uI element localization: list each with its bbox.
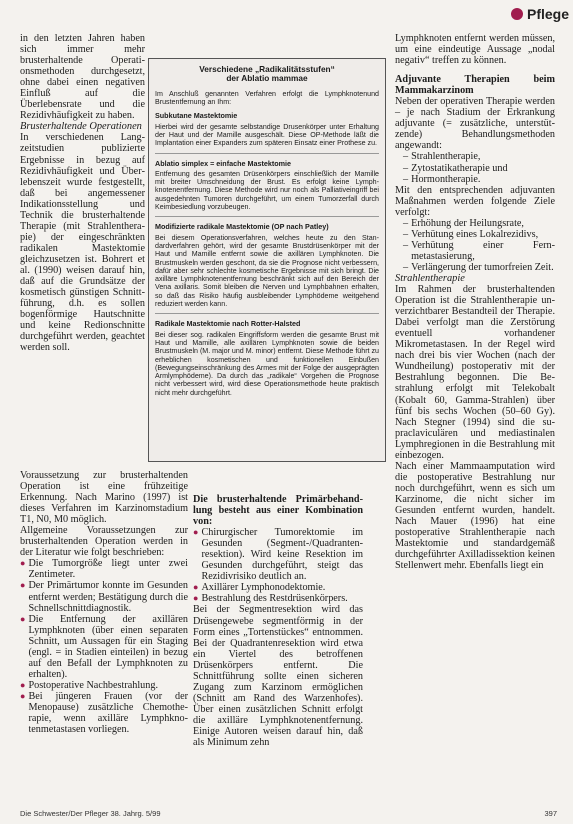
list-item (20, 580, 188, 613)
list-item-text: Chirurgischer Tumorektomie im Gesunden (Segment-/Quadrantenresektion). Wird keine Resektion im Gesunden durchgeführt, steigt das Rezidivrisiko deutlich an. (201, 527, 363, 583)
box-section-text: Entfernung des gesamten Drüsenkörpers einschließlich der Mamille mit breiter Umschneidung der Brust. Es erfolgt keine Lymphknotenentfernung. Diese Methode wird nur noch als Palliativeingriff bei ausgedehnten Tumoren durchgeführt, um einem Tumorzerfall durch Keimbesiedlung vorzubeugen. (155, 169, 379, 212)
bullet-icon: ● (193, 593, 199, 604)
list-item (193, 593, 363, 604)
col3-paragraph-3: Mit den entsprechenden adjuvanten Maßnahmen werden folgende Ziele verfolgt: (395, 184, 555, 218)
list-item-text: Verhütung einer Fernmetastasierung, (411, 239, 555, 262)
list-item-text: Die Entfernung der axillären Lymphknoten (über einen separaten Schnitt, um Aussagen für ein Staging (engl. = in Stadien einteilen) in bezug auf den Befall der Lymphknoten zu erhalten). (28, 613, 188, 680)
section-label: Pflege (526, 6, 569, 22)
col3-paragraph-4: Im Rahmen der brusterhaltenden Operation ist die Strahlentherapie unverzichtbarer Bestandteil der Therapie. Dabei verfolgt man die Zerstörung eventuell vorhandener Mikrometastasen. In der Regel wird nach drei bis vier Wochen (nach der Wundheilung) postoperativ mit der Bestrahlung begonnen. Die Bestrahlung erfolgt mit Telekobalt (Kobalt 60, Gamma-Strahlen) über fünf bis sechs Wochen (50–60 Gy). Nach Stegner (1994) sind die supraclaviculären und mediastinalen Lymphregionen in die Bestrahlung mit einbezogen. (395, 284, 555, 461)
dash-icon: – (403, 217, 409, 229)
list-item-text: Verhütung eines Lokalrezidivs, (411, 228, 539, 240)
column-1-lower (20, 470, 188, 735)
bullet-icon: ● (193, 582, 199, 593)
col3-heading: Adjuvante Therapien beim Mammakarzinom (395, 74, 555, 97)
bullet-icon: ● (20, 613, 26, 624)
list-item-text: Bestrahlung des Restdrüsenkörpers. (201, 593, 348, 605)
box-divider (155, 313, 379, 314)
section-dot-icon (511, 8, 523, 20)
list-item (395, 262, 555, 273)
dash-icon: – (403, 239, 409, 251)
box-section-head: Modifizierte radikale Mastektomie (OP nach Patley) (155, 222, 329, 232)
box-title-line-1: Verschiedene „Radikalitätsstufen“ (199, 64, 335, 74)
list-item-text: Bei jüngeren Frauen (vor der Menopause) zusätzliche Chemotherapie, wenn axilläre Lymphknotenmetastasen vorliegen. (28, 690, 188, 736)
page-number: 397 (544, 809, 557, 818)
box-title (155, 65, 379, 84)
dash-icon: – (403, 261, 409, 273)
box-section-text: Bei dieser sog. radikalen Eingriffsform werden die gesamte Brust mit Haut und Mamille, alle axillären Lymphknoten sowie die beiden Brustmuskeln (M. major und M. minor) entfernt. Diese Methode führt zu erheblichen kosmetischen und funktionellen Einbußen (Bewegungseinschränkung des Armes mit der Folge der ausgeprägten Armlymphödeme). Da durch das „radikale“ Vorgehen die Prognose nicht verbessert wird, wird diese Operationsmethode heute praktisch nicht mehr durchgeführt. (155, 330, 379, 397)
col1-paragraph-2: In verschiedenen Langzeitstudien publizierte Ergebnisse in bezug auf Rezidivhäufigkeit und Überlebenszeit wurde festgestellt, daß bei angemessener Indikationsstellung und Technik die brusterhaltende Therapie (mit Strahlentherapie) der eingeschränkten radikalen Mastektomie gleichzusetzen ist. Bohrert et al. (1990) weisen darauf hin, daß auf die Grundsätze der kosmetisch günstigen Schnittführung, d.h. es sollen bogenförmige Hautschnitte und keine Redionschnitte durchgeführt werden, geachtet werden soll. (20, 132, 145, 354)
footer-journal: Die Schwester/Der Pfleger 38. Jahrg. 5/99 (20, 809, 161, 818)
list-item (20, 558, 188, 580)
column-2 (193, 494, 363, 748)
list-item (193, 582, 363, 593)
list-item (395, 218, 555, 229)
bullet-icon: ● (20, 679, 26, 690)
list-item-text: Strahlentherapie, (411, 151, 481, 163)
box-section-head: Ablatio simplex = einfache Mastektomie (155, 158, 292, 168)
col1b-paragraph-2: Allgemeine Voraussetzungen zur brusterhaltenden Operation werden in der Literatur wie folgt beschrieben: (20, 525, 188, 559)
list-item (395, 240, 555, 262)
list-item-text: Erhöhung der Heilungsrate, (411, 217, 524, 229)
col2-paragraph-1: Bei der Segmentresektion wird das Drüsengewebe segmentförmig in der Form eines „Tortenstückes“ entnommen. Bei der Quadrantenresektion wird etwa ein Viertel des betroffenen Drüsenkörpers entfernt. Die Schnittführung sollte einen sicheren Zugang zum Karzinom ermöglichen (Schnitt am Rand des Warzenhofes). Über einen zusätzlichen Schnitt erfolgt die axilläre Lymphknotenentfernung. Einige Autoren weisen darauf hin, daß als Minimum zehn (193, 604, 363, 749)
list-item (395, 151, 555, 162)
bullet-icon: ● (20, 580, 26, 591)
dash-icon: – (403, 151, 409, 163)
box-title-line-2: der Ablatio mammae (226, 73, 308, 84)
box-section-text: Hierbei wird der gesamte selbstandige Drusenkörper unter Erhaltung der Haut und der Mamille ausgeschält. Diese OP-Methode läßt die Implantation einer Expanders zum späteren Einsatz einer Prothese zu. (155, 122, 379, 148)
box-intro: Im Anschluß genannten Verfahren erfolgt die Lymphknotenund Brustentfernung an Ihm: (155, 89, 379, 107)
dash-icon: – (403, 173, 409, 185)
box-divider (155, 216, 379, 217)
col3-paragraph-2: Neben der operativen Therapie werden – je nach Stadium der Erkrankung adjuvante (= zusätzliche, unterstützende) Behandlungsmethoden angewandt: (395, 96, 555, 152)
list-item (20, 680, 188, 691)
list-item-text: Axillärer Lymphonodektomie. (201, 582, 326, 594)
list-item (395, 163, 555, 174)
box-section-head: Radikale Mastektomie nach Rotter-Halsted (155, 319, 301, 329)
column-1 (20, 33, 145, 353)
list-item-text: Hormontherapie. (411, 173, 481, 185)
bullet-icon: ● (20, 690, 26, 701)
col3-paragraph-1: Lymphknoten entfernt werden müssen, um eine eindeutige Aussage „nodal negativ“ treffen zu können. (395, 33, 555, 67)
list-item-text: Die Tumorgröße liegt unter zwei Zentimeter. (28, 558, 188, 581)
dash-icon: – (403, 228, 409, 240)
list-item-text: Verlängerung der tumorfreien Zeit. (411, 261, 554, 273)
list-item-text: Postoperative Nachbestrahlung. (28, 679, 159, 691)
col1b-paragraph-1: Voraussetzung zur brusterhaltenden Operation ist eine frühzeitige Erkennung. Nach Marino (1997) ist dieses Verfahren im Karzinomstadium T1, N0, M0 möglich. (20, 470, 188, 526)
box-section-head: Subkutane Mastektomie (155, 111, 238, 121)
section-tab (511, 6, 569, 22)
col3-paragraph-5: Nach einer Mammaamputation wird die postoperative Bestrahlung nur noch durchgeführt, wenn es sich um Karzinome, die nicht sicher im Gesunden entfernt wurden, handelt. Nach Mauer (1996) hat eine postoperative Strahlentherapie nach Mastektomie und standardgemäß durchgeführter Axilladissektion keinen Stellenwert mehr. Ebenfalls liegt ein (395, 460, 555, 572)
info-box (148, 58, 386, 462)
list-item (395, 174, 555, 185)
column-3 (395, 33, 555, 571)
col3-subheading: Strahlentherapie (395, 272, 465, 284)
box-divider (155, 153, 379, 154)
list-item-text: Zytostatikatherapie und (411, 162, 508, 174)
list-item (395, 229, 555, 240)
col1-paragraph-1: in den letzten Jahren haben sich immer mehr brusterhaltende Operationsmethoden durchgesetzt, ohne dabei einen negativen Einfluß auf die Überlebensrate und die Rezidivhäufigkeit zu haben. (20, 33, 145, 122)
list-item (20, 614, 188, 680)
list-item (193, 527, 363, 582)
col1-subheading: Brusterhaltende Operationen (20, 121, 142, 133)
col2-intro: Die brusterhaltende Primärbehandlung besteht aus einer Kombination von: (193, 494, 363, 528)
list-item-text: Der Primärtumor konnte im Gesunden entfernt werden; Bestätigung durch die Schnellschnittdiagnostik. (28, 580, 188, 614)
bullet-icon: ● (20, 558, 26, 569)
box-section-text: Bei diesem Operationsverfahren, welches heute zu den Standardverfahren gehört, wird der gesamte Brustdrüsenkörper mit der Haut und Mamille entfernt sowie die axillären Lymphknoten. Die Brustmuskeln werden geschont, da sie die Prognose nicht verbessern, dafür aber sehr schlechte kosmetische Ergebnisse mit sich bringt. Die axilläre Lymphknotenentfernung beschränkt sich auf den Bereich der Vena axillaris. Somit bleiben die Nerven und Lymphbahnen erhalten, so daß das Risiko häufig ausbleibender Lymphödeme weitgehend reduziert werden kann. (155, 233, 379, 309)
bullet-icon: ● (193, 527, 199, 538)
dash-icon: – (403, 162, 409, 174)
list-item (20, 691, 188, 735)
